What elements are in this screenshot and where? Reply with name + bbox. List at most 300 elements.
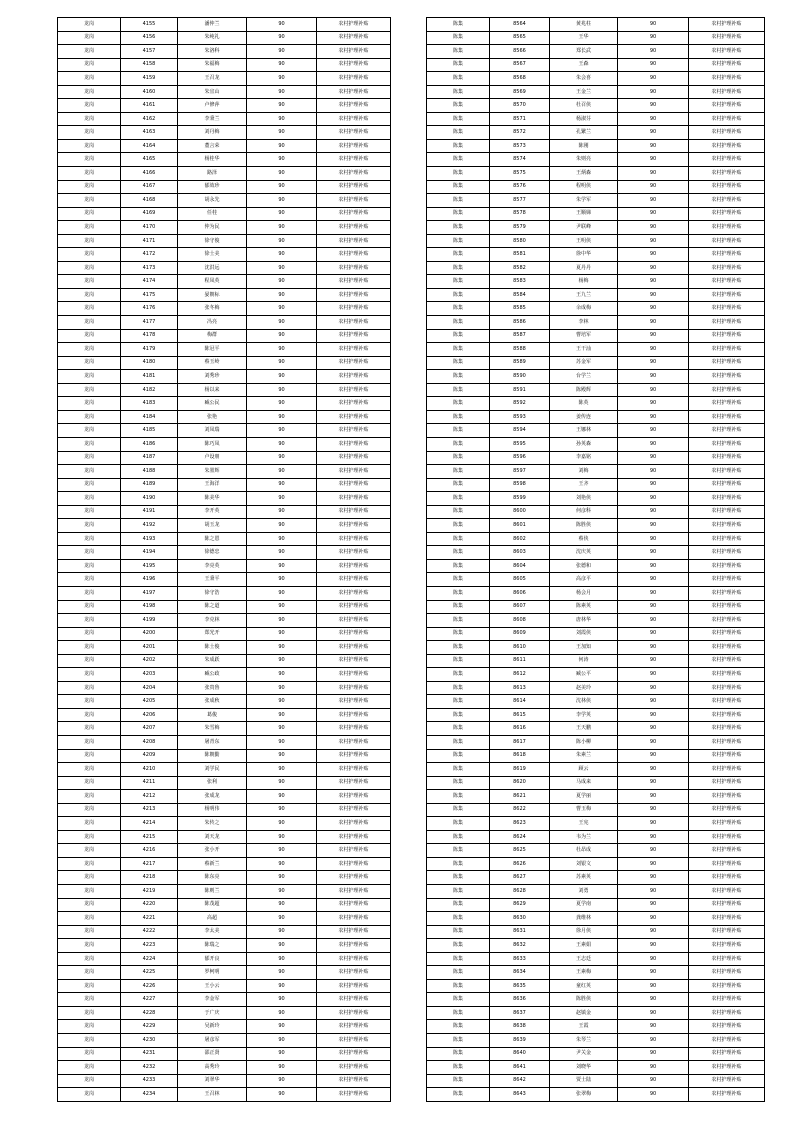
serial-number-cell: 4183 — [121, 397, 178, 411]
town-cell: 龙岗 — [58, 275, 121, 289]
town-cell: 陈集 — [427, 410, 490, 424]
subsidy-type-cell: 农村护理补贴 — [689, 519, 765, 533]
serial-number-cell: 8614 — [490, 695, 550, 709]
serial-number-cell: 8564 — [490, 18, 550, 32]
serial-number-cell: 8625 — [490, 844, 550, 858]
serial-number-cell: 4160 — [121, 85, 178, 99]
name-cell: 唐林华 — [550, 614, 618, 628]
subsidy-type-cell: 农村护理补贴 — [317, 1020, 391, 1034]
name-cell: 朱福梅 — [178, 58, 247, 72]
serial-number-cell: 4165 — [121, 153, 178, 167]
amount-cell: 90 — [618, 99, 689, 113]
serial-number-cell: 8596 — [490, 451, 550, 465]
table-row — [58, 586, 391, 600]
town-cell: 陈集 — [427, 681, 490, 695]
subsidy-type-cell: 农村护理补贴 — [317, 139, 391, 153]
amount-cell: 90 — [247, 383, 317, 397]
subsidy-type-cell: 农村护理补贴 — [317, 18, 391, 32]
town-cell: 陈集 — [427, 898, 490, 912]
name-cell: 朱雪梅 — [178, 722, 247, 736]
table-row — [427, 952, 765, 966]
subsidy-type-cell: 农村护理补贴 — [317, 695, 391, 709]
town-cell: 陈集 — [427, 790, 490, 804]
amount-cell: 90 — [618, 139, 689, 153]
town-cell: 陈集 — [427, 1034, 490, 1048]
table-row — [427, 695, 765, 709]
name-cell: 朱宜山 — [178, 85, 247, 99]
town-cell: 龙岗 — [58, 735, 121, 749]
town-cell: 龙岗 — [58, 885, 121, 899]
subsidy-type-cell: 农村护理补贴 — [689, 790, 765, 804]
table-row — [58, 492, 391, 506]
serial-number-cell: 4232 — [121, 1061, 178, 1075]
amount-cell: 90 — [247, 58, 317, 72]
town-cell: 陈集 — [427, 559, 490, 573]
amount-cell: 90 — [618, 708, 689, 722]
amount-cell: 90 — [247, 288, 317, 302]
serial-number-cell: 8588 — [490, 343, 550, 357]
subsidy-type-cell: 农村护理补贴 — [317, 844, 391, 858]
table-row — [58, 573, 391, 587]
subsidy-type-cell: 农村护理补贴 — [317, 708, 391, 722]
subsidy-type-cell: 农村护理补贴 — [317, 58, 391, 72]
name-cell: 王炳森 — [550, 167, 618, 181]
subsidy-type-cell: 农村护理补贴 — [689, 370, 765, 384]
table-row — [427, 31, 765, 45]
amount-cell: 90 — [247, 912, 317, 926]
amount-cell: 90 — [247, 492, 317, 506]
name-cell: 韦为兰 — [550, 830, 618, 844]
table-row — [427, 586, 765, 600]
name-cell: 刘凤瑞 — [178, 424, 247, 438]
name-cell: 陈巧凤 — [178, 437, 247, 451]
serial-number-cell: 8615 — [490, 708, 550, 722]
subsidy-type-cell: 农村护理补贴 — [689, 275, 765, 289]
table-row — [427, 925, 765, 939]
serial-number-cell: 8633 — [490, 952, 550, 966]
serial-number-cell: 4208 — [121, 735, 178, 749]
amount-cell: 90 — [247, 1074, 317, 1088]
table-row — [58, 126, 391, 140]
table-row — [427, 99, 765, 113]
subsidy-type-cell: 农村护理补贴 — [317, 329, 391, 343]
amount-cell: 90 — [618, 478, 689, 492]
town-cell: 陈集 — [427, 586, 490, 600]
amount-cell: 90 — [618, 153, 689, 167]
amount-cell: 90 — [247, 614, 317, 628]
serial-number-cell: 4195 — [121, 559, 178, 573]
name-cell: 于广庆 — [178, 1006, 247, 1020]
amount-cell: 90 — [247, 248, 317, 262]
subsidy-type-cell: 农村护理补贴 — [689, 749, 765, 763]
amount-cell: 90 — [618, 288, 689, 302]
table-body — [58, 18, 391, 1102]
amount-cell: 90 — [247, 641, 317, 655]
town-cell: 陈集 — [427, 370, 490, 384]
town-cell: 陈集 — [427, 519, 490, 533]
serial-number-cell: 8610 — [490, 641, 550, 655]
amount-cell: 90 — [618, 722, 689, 736]
amount-cell: 90 — [618, 505, 689, 519]
town-cell: 陈集 — [427, 952, 490, 966]
town-cell: 龙岗 — [58, 410, 121, 424]
serial-number-cell: 4164 — [121, 139, 178, 153]
name-cell: 张德和 — [550, 559, 618, 573]
serial-number-cell: 4223 — [121, 939, 178, 953]
table-row — [58, 668, 391, 682]
amount-cell: 90 — [247, 776, 317, 790]
serial-number-cell: 4225 — [121, 966, 178, 980]
amount-cell: 90 — [618, 925, 689, 939]
name-cell: 苏金军 — [550, 356, 618, 370]
town-cell: 陈集 — [427, 1061, 490, 1075]
amount-cell: 90 — [618, 857, 689, 871]
town-cell: 龙岗 — [58, 763, 121, 777]
subsidy-type-cell: 农村护理补贴 — [689, 288, 765, 302]
name-cell: 程凤英 — [178, 275, 247, 289]
amount-cell: 90 — [618, 167, 689, 181]
name-cell: 王娜林 — [550, 424, 618, 438]
table-row — [427, 234, 765, 248]
serial-number-cell: 8609 — [490, 627, 550, 641]
table-row — [58, 1047, 391, 1061]
table-row — [427, 356, 765, 370]
table-row — [58, 302, 391, 316]
serial-number-cell: 4155 — [121, 18, 178, 32]
name-cell: 董言荣 — [178, 139, 247, 153]
town-cell: 陈集 — [427, 749, 490, 763]
town-cell: 龙岗 — [58, 614, 121, 628]
name-cell: 夏学丽 — [550, 790, 618, 804]
serial-number-cell: 4211 — [121, 776, 178, 790]
subsidy-type-cell: 农村护理补贴 — [689, 329, 765, 343]
town-cell: 龙岗 — [58, 871, 121, 885]
table-row — [58, 600, 391, 614]
name-cell: 张成龙 — [178, 790, 247, 804]
name-cell: 沈洪远 — [178, 261, 247, 275]
table-row — [58, 424, 391, 438]
name-cell: 朱会喜 — [550, 72, 618, 86]
subsidy-type-cell: 农村护理补贴 — [689, 776, 765, 790]
table-row — [58, 871, 391, 885]
name-cell: 朱琴兰 — [550, 1034, 618, 1048]
name-cell: 王宪 — [550, 817, 618, 831]
table-row — [58, 465, 391, 479]
amount-cell: 90 — [247, 234, 317, 248]
town-cell: 陈集 — [427, 505, 490, 519]
name-cell: 徐月侠 — [550, 925, 618, 939]
subsidy-type-cell: 农村护理补贴 — [689, 1006, 765, 1020]
name-cell: 刘学民 — [178, 763, 247, 777]
serial-number-cell: 4159 — [121, 72, 178, 86]
amount-cell: 90 — [618, 546, 689, 560]
table-row — [58, 194, 391, 208]
town-cell: 陈集 — [427, 167, 490, 181]
serial-number-cell: 8592 — [490, 397, 550, 411]
subsidy-type-cell: 农村护理补贴 — [317, 668, 391, 682]
town-cell: 陈集 — [427, 1006, 490, 1020]
town-cell: 陈集 — [427, 72, 490, 86]
subsidy-type-cell: 农村护理补贴 — [689, 505, 765, 519]
amount-cell: 90 — [618, 126, 689, 140]
subsidy-type-cell: 农村护理补贴 — [317, 912, 391, 926]
town-cell: 龙岗 — [58, 993, 121, 1007]
town-cell: 龙岗 — [58, 221, 121, 235]
subsidy-type-cell: 农村护理补贴 — [317, 627, 391, 641]
table-row — [427, 776, 765, 790]
town-cell: 陈集 — [427, 803, 490, 817]
amount-cell: 90 — [618, 939, 689, 953]
town-cell: 陈集 — [427, 180, 490, 194]
serial-number-cell: 8571 — [490, 112, 550, 126]
table-row — [427, 167, 765, 181]
subsidy-type-cell: 农村护理补贴 — [689, 465, 765, 479]
table-row — [427, 600, 765, 614]
subsidy-type-cell: 农村护理补贴 — [317, 857, 391, 871]
table-row — [427, 668, 765, 682]
town-cell: 陈集 — [427, 492, 490, 506]
serial-number-cell: 4212 — [121, 790, 178, 804]
serial-number-cell: 8618 — [490, 749, 550, 763]
table-row — [427, 194, 765, 208]
subsidy-type-cell: 农村护理补贴 — [689, 546, 765, 560]
name-cell: 沈林侠 — [550, 695, 618, 709]
subsidy-type-cell: 农村护理补贴 — [317, 614, 391, 628]
name-cell: 李亮英 — [178, 559, 247, 573]
town-cell: 陈集 — [427, 776, 490, 790]
town-cell: 龙岗 — [58, 654, 121, 668]
subsidy-type-cell: 农村护理补贴 — [689, 302, 765, 316]
subsidy-type-cell: 农村护理补贴 — [317, 979, 391, 993]
town-cell: 陈集 — [427, 695, 490, 709]
amount-cell: 90 — [618, 383, 689, 397]
amount-cell: 90 — [618, 234, 689, 248]
serial-number-cell: 4201 — [121, 641, 178, 655]
town-cell: 陈集 — [427, 451, 490, 465]
table-row — [427, 1088, 765, 1102]
subsidy-type-cell: 农村护理补贴 — [317, 437, 391, 451]
name-cell: 杜召侠 — [550, 99, 618, 113]
table-row — [427, 126, 765, 140]
subsidy-type-cell: 农村护理补贴 — [689, 708, 765, 722]
serial-number-cell: 8628 — [490, 885, 550, 899]
table-row — [427, 681, 765, 695]
serial-number-cell: 4190 — [121, 492, 178, 506]
amount-cell: 90 — [247, 207, 317, 221]
amount-cell: 90 — [247, 519, 317, 533]
amount-cell: 90 — [618, 790, 689, 804]
serial-number-cell: 8629 — [490, 898, 550, 912]
serial-number-cell: 8621 — [490, 790, 550, 804]
table-row — [58, 1061, 391, 1075]
serial-number-cell: 8631 — [490, 925, 550, 939]
subsidy-type-cell: 农村护理补贴 — [689, 356, 765, 370]
town-cell: 陈集 — [427, 329, 490, 343]
amount-cell: 90 — [618, 749, 689, 763]
table-body — [427, 18, 765, 1102]
name-cell: 王召林 — [178, 1088, 247, 1102]
name-cell: 蔡侠 — [550, 532, 618, 546]
name-cell: 朱传之 — [178, 817, 247, 831]
name-cell: 朱则亮 — [550, 153, 618, 167]
name-cell: 张小开 — [178, 844, 247, 858]
name-cell: 王顺娣 — [550, 207, 618, 221]
amount-cell: 90 — [618, 519, 689, 533]
town-cell: 龙岗 — [58, 261, 121, 275]
amount-cell: 90 — [618, 343, 689, 357]
town-cell: 陈集 — [427, 1088, 490, 1102]
serial-number-cell: 4222 — [121, 925, 178, 939]
subsidy-type-cell: 农村护理补贴 — [317, 478, 391, 492]
table-row — [58, 139, 391, 153]
serial-number-cell: 8594 — [490, 424, 550, 438]
subsidy-type-cell: 农村护理补贴 — [689, 437, 765, 451]
name-cell: 苏素英 — [550, 871, 618, 885]
subsidy-type-cell: 农村护理补贴 — [689, 261, 765, 275]
table-row — [427, 708, 765, 722]
amount-cell: 90 — [618, 58, 689, 72]
serial-number-cell: 4227 — [121, 993, 178, 1007]
table-row — [58, 356, 391, 370]
town-cell: 陈集 — [427, 85, 490, 99]
subsidy-type-cell: 农村护理补贴 — [689, 993, 765, 1007]
name-cell: 曹培军 — [550, 329, 618, 343]
serial-number-cell: 8643 — [490, 1088, 550, 1102]
name-cell: 朱成跃 — [178, 654, 247, 668]
serial-number-cell: 8641 — [490, 1061, 550, 1075]
table-row — [58, 776, 391, 790]
subsidy-type-cell: 农村护理补贴 — [317, 749, 391, 763]
serial-number-cell: 8570 — [490, 99, 550, 113]
subsidy-type-cell: 农村护理补贴 — [689, 803, 765, 817]
subsidy-type-cell: 农村护理补贴 — [317, 180, 391, 194]
serial-number-cell: 8565 — [490, 31, 550, 45]
subsidy-type-cell: 农村护理补贴 — [689, 559, 765, 573]
table-row — [58, 451, 391, 465]
serial-number-cell: 8605 — [490, 573, 550, 587]
name-cell: 李金军 — [178, 993, 247, 1007]
table-row — [58, 99, 391, 113]
amount-cell: 90 — [247, 939, 317, 953]
subsidy-type-cell: 农村护理补贴 — [317, 99, 391, 113]
subsidy-type-cell: 农村护理补贴 — [689, 397, 765, 411]
town-cell: 龙岗 — [58, 573, 121, 587]
serial-number-cell: 4221 — [121, 912, 178, 926]
subsidy-type-cell: 农村护理补贴 — [317, 153, 391, 167]
name-cell: 李秉兰 — [178, 112, 247, 126]
table-row — [58, 1034, 391, 1048]
amount-cell: 90 — [247, 1047, 317, 1061]
town-cell: 龙岗 — [58, 451, 121, 465]
name-cell: 陈冠平 — [178, 343, 247, 357]
subsidy-type-cell: 农村护理补贴 — [689, 1020, 765, 1034]
table-row — [427, 573, 765, 587]
name-cell: 王小云 — [178, 979, 247, 993]
town-cell: 陈集 — [427, 532, 490, 546]
subsidy-type-cell: 农村护理补贴 — [317, 221, 391, 235]
serial-number-cell: 4210 — [121, 763, 178, 777]
amount-cell: 90 — [247, 925, 317, 939]
subsidy-type-cell: 农村护理补贴 — [317, 343, 391, 357]
name-cell: 王海洋 — [178, 478, 247, 492]
amount-cell: 90 — [618, 1088, 689, 1102]
table-row — [427, 654, 765, 668]
table-row — [58, 654, 391, 668]
subsidy-type-cell: 农村护理补贴 — [689, 763, 765, 777]
subsidy-type-cell: 农村护理补贴 — [689, 112, 765, 126]
table-row — [427, 641, 765, 655]
amount-cell: 90 — [247, 681, 317, 695]
subsidy-type-cell: 农村护理补贴 — [689, 871, 765, 885]
subsidy-type-cell: 农村护理补贴 — [689, 1061, 765, 1075]
town-cell: 龙岗 — [58, 383, 121, 397]
amount-cell: 90 — [247, 668, 317, 682]
table-row — [58, 1088, 391, 1102]
name-cell: 王素梅 — [550, 966, 618, 980]
town-cell: 陈集 — [427, 465, 490, 479]
table-row — [427, 722, 765, 736]
table-row — [427, 627, 765, 641]
amount-cell: 90 — [247, 749, 317, 763]
serial-number-cell: 4170 — [121, 221, 178, 235]
amount-cell: 90 — [618, 830, 689, 844]
amount-cell: 90 — [247, 817, 317, 831]
serial-number-cell: 4198 — [121, 600, 178, 614]
serial-number-cell: 8635 — [490, 979, 550, 993]
table-row — [58, 614, 391, 628]
subsidy-type-cell: 农村护理补贴 — [317, 885, 391, 899]
serial-number-cell: 8613 — [490, 681, 550, 695]
table-row — [58, 790, 391, 804]
subsidy-type-cell: 农村护理补贴 — [689, 939, 765, 953]
amount-cell: 90 — [618, 668, 689, 682]
town-cell: 龙岗 — [58, 790, 121, 804]
subsidy-type-cell: 农村护理补贴 — [317, 559, 391, 573]
table-row — [427, 790, 765, 804]
town-cell: 龙岗 — [58, 979, 121, 993]
town-cell: 陈集 — [427, 356, 490, 370]
serial-number-cell: 4162 — [121, 112, 178, 126]
subsidy-type-cell: 农村护理补贴 — [689, 722, 765, 736]
serial-number-cell: 8611 — [490, 654, 550, 668]
subsidy-type-cell: 农村护理补贴 — [689, 573, 765, 587]
town-cell: 龙岗 — [58, 627, 121, 641]
amount-cell: 90 — [247, 112, 317, 126]
town-cell: 陈集 — [427, 830, 490, 844]
town-cell: 陈集 — [427, 722, 490, 736]
serial-number-cell: 8603 — [490, 546, 550, 560]
town-cell: 龙岗 — [58, 424, 121, 438]
amount-cell: 90 — [618, 316, 689, 330]
subsidy-type-cell: 农村护理补贴 — [689, 167, 765, 181]
town-cell: 陈集 — [427, 912, 490, 926]
name-cell: 王九兰 — [550, 288, 618, 302]
name-cell: 何彦科 — [550, 505, 618, 519]
subsidy-type-cell: 农村护理补贴 — [317, 763, 391, 777]
table-row — [427, 58, 765, 72]
table-row — [58, 844, 391, 858]
name-cell: 徐士美 — [178, 248, 247, 262]
table-row — [427, 993, 765, 1007]
table-row — [58, 939, 391, 953]
subsidy-type-cell: 农村护理补贴 — [317, 316, 391, 330]
name-cell: 梅群 — [178, 329, 247, 343]
name-cell: 杨梅 — [550, 275, 618, 289]
town-cell: 龙岗 — [58, 939, 121, 953]
table-row — [58, 641, 391, 655]
amount-cell: 90 — [618, 735, 689, 749]
amount-cell: 90 — [618, 194, 689, 208]
